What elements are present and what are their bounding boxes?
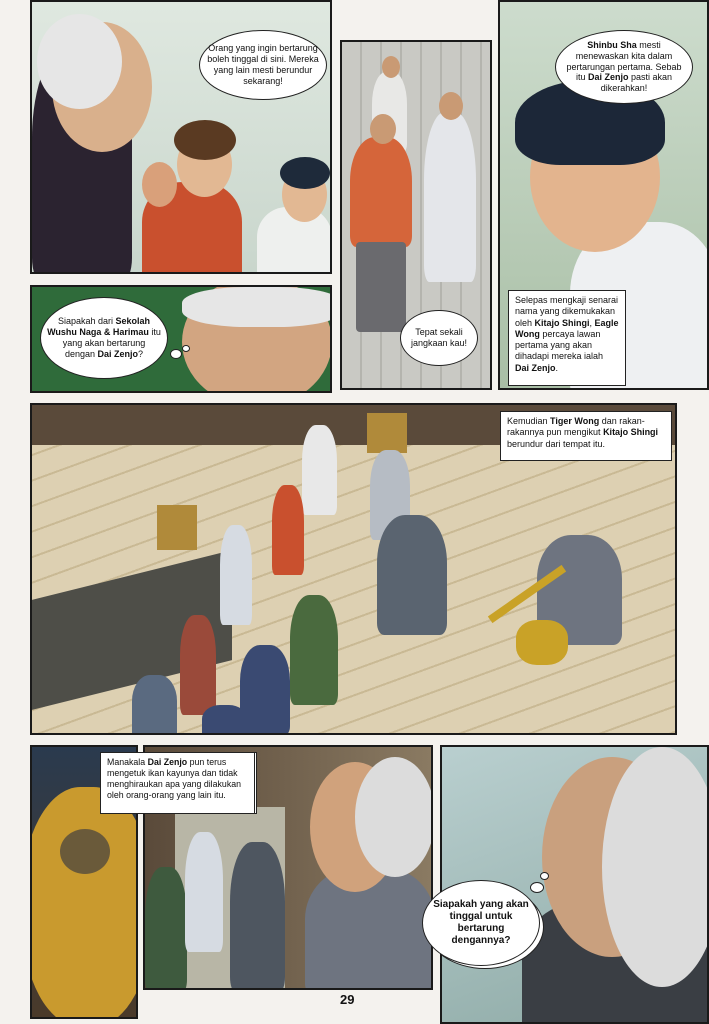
- caption-manakala-text: Manakala Dai Zenjo pun terus mengetuk ikan kayunya dan tidak menghiraukan apa yang dilakukan oleh orang-orang yang lain itu.: [107, 757, 242, 800]
- youth-small-head: [142, 162, 177, 207]
- thought-bubble-siapakah-text: Siapakah dari Sekolah Wushu Naga & Harimau itu yang akan bertarung dengan Dai Zenjo?: [47, 316, 161, 359]
- panel-3: [498, 0, 709, 390]
- proc-walker-2: [185, 832, 223, 952]
- wooden-fish: [516, 620, 568, 665]
- speech-bubble-siapakah-tinggal-main: [422, 880, 540, 966]
- walker-2: [272, 485, 304, 575]
- lantern-center-box: [367, 413, 407, 453]
- elder-closeup-brow: [182, 287, 332, 327]
- speech-bubble-shinbu: [555, 30, 693, 104]
- elder-hair: [37, 14, 122, 109]
- praying-monk-hair: [355, 757, 433, 877]
- page-number: 29: [340, 992, 355, 1007]
- panel-1: [30, 0, 332, 274]
- thought-dot-1: [170, 349, 182, 359]
- walker-8: [132, 675, 177, 735]
- walker-6: [290, 595, 338, 705]
- speech-bubble-elder-text: Orang yang ingin bertarung boleh tinggal di sini. Mereka yang lain mesti berundur sekarang!: [207, 43, 319, 86]
- proc-walker-3: [230, 842, 285, 990]
- panel-2: [340, 40, 492, 390]
- walker-7: [240, 645, 290, 735]
- caption-selepas-text: Selepas mengkaji senarai nama yang dikemukakan oleh Kitajo Shingi, Eagle Wong percaya lawan pertama yang akan dihadapi mereka ialah Dai Zenjo.: [515, 295, 619, 373]
- man-back-head: [382, 56, 400, 78]
- panel-4: [30, 285, 332, 393]
- caption-kemudian-text: Kemudian Tiger Wong dan rakan-rakannya pun mengikut Kitajo Shingi berundur dari tempat itu.: [507, 416, 659, 449]
- youth-red-hair: [174, 120, 236, 160]
- walker-5: [180, 615, 216, 715]
- speech-bubble-tepat-text: Tepat sekali jangkaan kau!: [410, 327, 468, 348]
- walker-1: [302, 425, 337, 515]
- walker-9: [202, 705, 247, 735]
- bubble-dot-2: [540, 872, 549, 880]
- bell-glow: [30, 787, 138, 1019]
- caption-selepas: [508, 290, 626, 386]
- thought-dot-2: [182, 345, 190, 352]
- lantern-left-box: [157, 505, 197, 550]
- caption-kemudian: [500, 411, 672, 461]
- bubble-dot-1: [530, 882, 544, 893]
- man-white-figure: [424, 112, 476, 282]
- panel-5: [30, 403, 677, 735]
- mallet-head: [60, 829, 110, 874]
- youth-white-hair: [280, 157, 330, 189]
- walker-4: [220, 525, 252, 625]
- speech-bubble-tepat: [400, 310, 478, 366]
- proc-walker-1: [145, 867, 187, 990]
- speech-bubble-shinbu-text: Shinbu Sha mesti menewaskan kita dalam pertarungan pertama. Sebab itu Dai Zenjo pasti akan dikerahkan!: [566, 40, 682, 94]
- caption-manakala-box: [100, 752, 255, 814]
- thought-bubble-siapakah: [40, 297, 168, 379]
- walker-elder: [377, 515, 447, 635]
- speech-bubble-elder: [199, 30, 327, 100]
- man-white-head: [439, 92, 463, 120]
- speech-bubble-siapakah-tinggal-text: Siapakah yang akan tinggal untuk bertarung dengannya?: [433, 899, 529, 946]
- man-orange-head: [370, 114, 396, 144]
- man-orange-legs: [356, 242, 406, 332]
- man-orange-figure: [350, 137, 412, 247]
